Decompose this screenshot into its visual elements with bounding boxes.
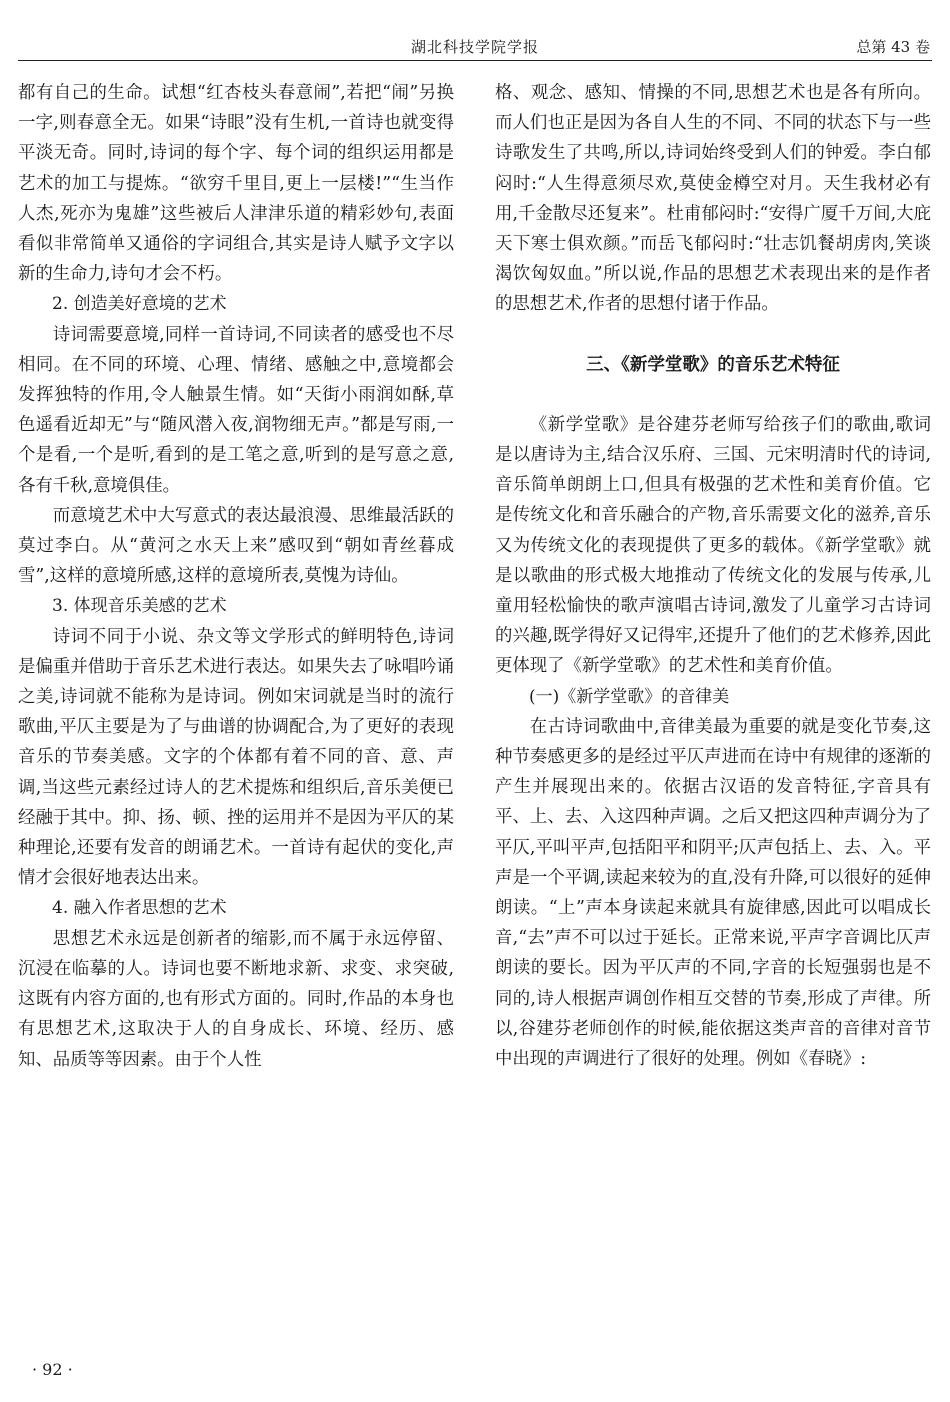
- paragraph: 《新学堂歌》是谷建芬老师写给孩子们的歌曲,歌词是以唐诗为主,结合汉乐府、三国、元宋明清时代的诗词,音乐简单朗朗上口,但具有极强的艺术性和美育价值。它是传统文化和音乐融合的产物,音乐需要文化的滋养,音乐又为传统文化的表现提供了更多的载体。《新学堂歌》就是以歌曲的形式极大地推动了传统文化的发展与传承,儿童用轻松愉快的歌声演唱古诗词,激发了儿童学习古诗词的兴趣,既学得好又记得牢,还提升了他们的艺术修养,因此更体现了《新学堂歌》的艺术性和美育价值。: [495, 414, 931, 677]
- running-header: [18, 30, 932, 61]
- subheading: 4. 融入作者思想的艺术: [52, 898, 227, 919]
- subheading: 2. 创造美好意境的艺术: [52, 294, 227, 315]
- journal-title: 湖北科技学院学报: [410, 38, 539, 56]
- paragraph: 诗词不同于小说、杂文等文学形式的鲜明特色,诗词是偏重并借助于音乐艺术进行表达。如果失去了咏唱吟诵之美,诗词就不能称为是诗词。例如宋词就是当时的流行歌曲,平仄主要是为了与曲谱的协调配合,为了更好的表现音乐的节奏美感。文字的个体都有着不同的音、意、声调,当这些元素经过诗人的艺术提炼和组织后,音乐美便已经融于其中。抑、扬、顿、挫的运用并不是因为平仄的某种理论,还要有发音的朗诵艺术。一首诗有起伏的变化,声情才会很好地表达出来。: [18, 626, 454, 889]
- subheading: 3. 体现音乐美感的艺术: [52, 596, 227, 617]
- paragraph: 思想艺术永远是创新者的缩影,而不属于永远停留、沉浸在临摹的人。诗词也要不断地求新、求变、求突破,这既有内容方面的,也有形式方面的。同时,作品的本身也有思想艺术,这取决于人的自身成长、环境、经历、感知、品质等等因素。由于个人性: [18, 928, 454, 1070]
- section-title: 三、《新学堂歌》的音乐艺术特征: [586, 354, 840, 375]
- paragraph: 而意境艺术中大写意式的表达最浪漫、思维最活跃的莫过李白。从“黄河之水天上来”感叹到“朝如青丝暮成雪”,这样的意境所感,这样的意境所表,莫愧为诗仙。: [18, 505, 454, 587]
- paragraph: 格、观念、感知、情操的不同,思想艺术也是各有所向。而人们也正是因为各自人生的不同、不同的状态下与一些诗歌发生了共鸣,所以,诗词始终受到人们的钟爱。李白郁闷时:“人生得意须尽欢,莫使金樽空对月。天生我材必有用,千金散尽还复来”。杜甫郁闷时:“安得广厦千万间,大庇天下寒士俱欢颜。”而岳飞郁闷时:“壮志饥餐胡虏肉,笑谈渴饮匈奴血。”所以说,作品的思想艺术表现出来的是作者的思想艺术,作者的思想付诸于作品。: [495, 83, 931, 315]
- paragraph: 都有自己的生命。试想“红杏枝头春意闹”,若把“闹”另换一字,则春意全无。如果“诗眼”没有生机,一首诗也就变得平淡无奇。同时,诗词的每个字、每个词的组织运用都是艺术的加工与提炼。“欲穷千里目,更上一层楼!”“生当作人杰,死亦为鬼雄”这些被后人津津乐道的精彩妙句,表面看似非常简单又通俗的字词组合,其实是诗人赋予文字以新的生命力,诗句才会不朽。: [18, 83, 454, 285]
- subheading: (一)《新学堂歌》的音律美: [529, 686, 730, 707]
- paragraph: 在古诗词歌曲中,音律美最为重要的就是变化节奏,这种节奏感更多的是经过平仄声进而在诗中有规律的逐渐的产生并展现出来的。依据古汉语的发音特征,字音具有平、上、去、入这四种声调。之后又把这四种声调分为了平仄,平叫平声,包括阳平和阴平;仄声包括上、去、入。平声是一个平调,读起来较为的直,没有升降,可以很好的延伸朗读。“上”声本身读起来就具有旋律感,因此可以唱成长音,“去”声不可以过于延长。正常来说,平声字音调比仄声朗读的要长。因为平仄声的不同,字音的长短强弱也是不同的,诗人根据声调创作相互交替的节奏,形成了声律。所以,谷建芬老师创作的时候,能依据这类声音的音律对音节中出现的声调进行了很好的处理。例如《春晓》:: [495, 716, 931, 1070]
- left-column: [18, 78, 454, 1075]
- paragraph: 诗词需要意境,同样一首诗词,不同读者的感受也不尽相同。在不同的环境、心理、情绪、感触之中,意境都会发挥独特的作用,令人触景生情。如“天街小雨润如酥,草色遥看近却无”与“随风潜入夜,润物细无声。”都是写雨,一个是看,一个是听,看到的是工笔之意,听到的是写意之意,各有千秋,意境俱佳。: [18, 324, 454, 496]
- page-number: · 92 ·: [32, 1360, 73, 1379]
- volume-label: 总第 43 卷: [856, 38, 930, 56]
- right-column: [495, 78, 931, 1074]
